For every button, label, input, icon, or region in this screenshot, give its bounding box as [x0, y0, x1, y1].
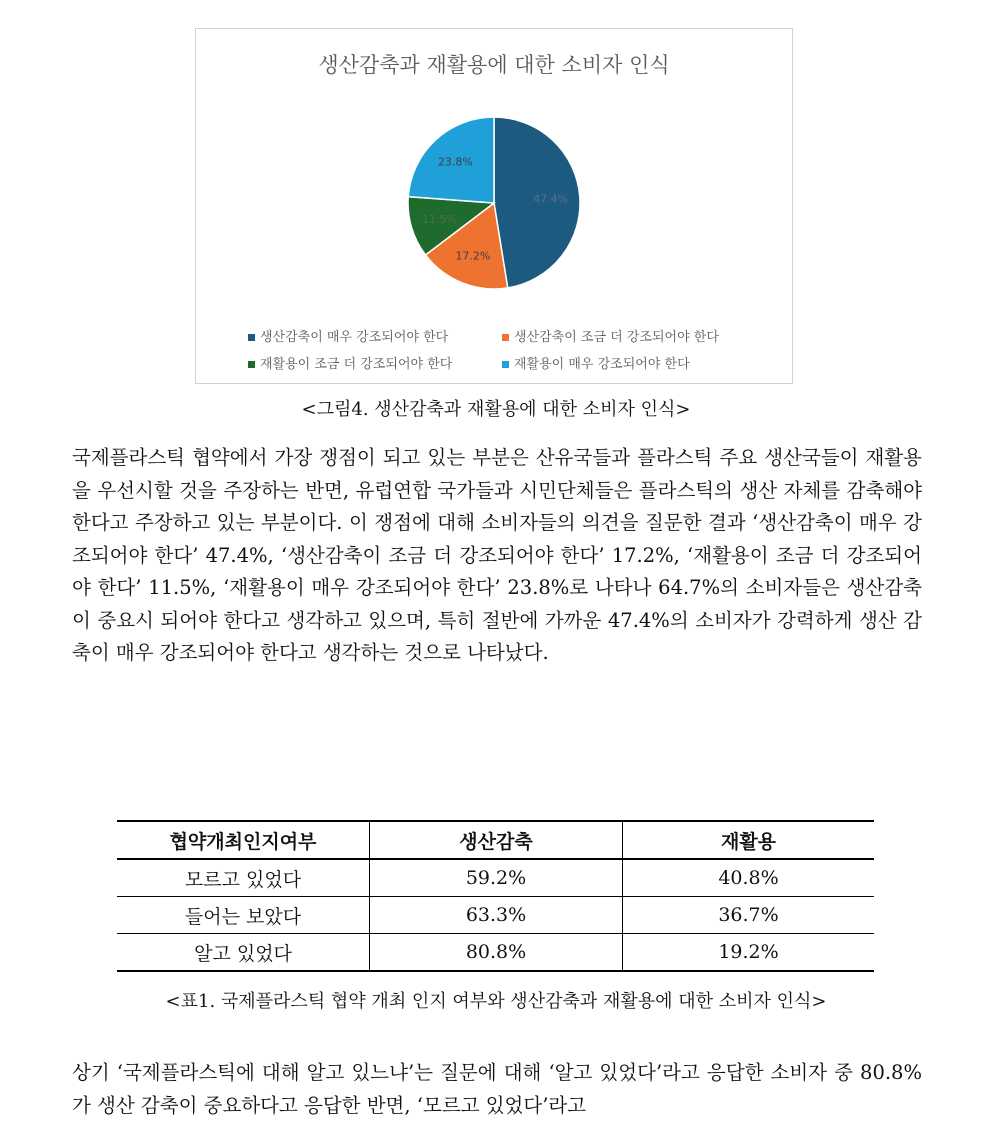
table-cell: 들어는 보았다 — [117, 897, 370, 934]
table-header-cell: 협약개최인지여부 — [117, 821, 370, 859]
chart-title: 생산감축과 재활용에 대한 소비자 인식 — [318, 53, 670, 77]
table-cell: 80.8% — [370, 934, 623, 972]
legend-item-1: 생산감축이 조금 더 강조되어야 한다 — [502, 326, 719, 345]
table-cell: 19.2% — [623, 934, 875, 972]
data-table — [117, 820, 874, 972]
table-row — [117, 934, 874, 972]
table-header-cell: 재활용 — [623, 821, 875, 859]
pie-data-label: 47.4% — [533, 192, 569, 206]
table-cell: 36.7% — [623, 897, 875, 934]
table-caption: <표1. 국제플라스틱 협약 개최 인지 여부와 생산감축과 재활용에 대한 소비자 인식> — [165, 991, 827, 1012]
figure-caption: <그림4. 생산감축과 재활용에 대한 소비자 인식> — [301, 399, 691, 420]
pie-chart — [195, 28, 793, 384]
table-cell: 40.8% — [623, 859, 875, 897]
table-cell: 알고 있었다 — [117, 934, 370, 972]
legend-swatch-3 — [502, 361, 509, 368]
pie-data-label: 23.8% — [437, 155, 473, 169]
table-header-row — [117, 821, 874, 859]
pie-data-label: 11.5% — [422, 213, 458, 227]
table-row — [117, 859, 874, 897]
legend-item-2: 재활용이 조금 더 강조되어야 한다 — [248, 353, 452, 372]
legend-swatch-1 — [502, 334, 509, 341]
pie-data-label: 17.2% — [455, 249, 491, 263]
table-cell: 모르고 있었다 — [117, 859, 370, 897]
legend-swatch-2 — [248, 361, 255, 368]
legend-swatch-0 — [248, 334, 255, 341]
legend-item-0: 생산감축이 매우 강조되어야 한다 — [248, 326, 448, 345]
body-paragraph-2: 상기 ‘국제플라스틱에 대해 알고 있느냐’는 질문에 대해 ‘알고 있었다’라고 응답한 소비자 중 80.8%가 생산 감축이 중요하다고 응답한 반면, ‘모르고 있었다’라고 — [72, 1061, 922, 1117]
table-row — [117, 897, 874, 934]
table-cell: 59.2% — [370, 859, 623, 897]
table-header-cell: 생산감축 — [370, 821, 623, 859]
table-cell: 63.3% — [370, 897, 623, 934]
body-paragraph-1: 국제플라스틱 협약에서 가장 쟁점이 되고 있는 부분은 산유국들과 플라스틱 주요 생산국들이 재활용을 우선시할 것을 주장하는 반면, 유럽연합 국가들과 시민단체들은 플라스틱의 생산 자체를 감축해야 한다고 주장하고 있는 부분이다. 이 쟁점에 대해 소비자들의 의견을 질문한 결과 ‘생산감축이 매우 강조되어야 한다’ 47.4%, ‘생산감축이 조금 더 강조되어야 한다’ 17.2%, ‘재활용이 조금 더 강조되어야 한다’ 11.5%, ‘재활용이 매우 강조되어야 한다’ 23.8%로 나타나 64.7%의 소비자들은 생산감축이 중요시 되어야 한다고 생각하고 있으며, 특히 절반에 가까운 47.4%의 소비자가 강력하게 생산 감축이 매우 강조되어야 한다고 생각하는 것으로 나타났다. — [72, 446, 922, 664]
legend-item-3: 재활용이 매우 강조되어야 한다 — [502, 353, 690, 372]
